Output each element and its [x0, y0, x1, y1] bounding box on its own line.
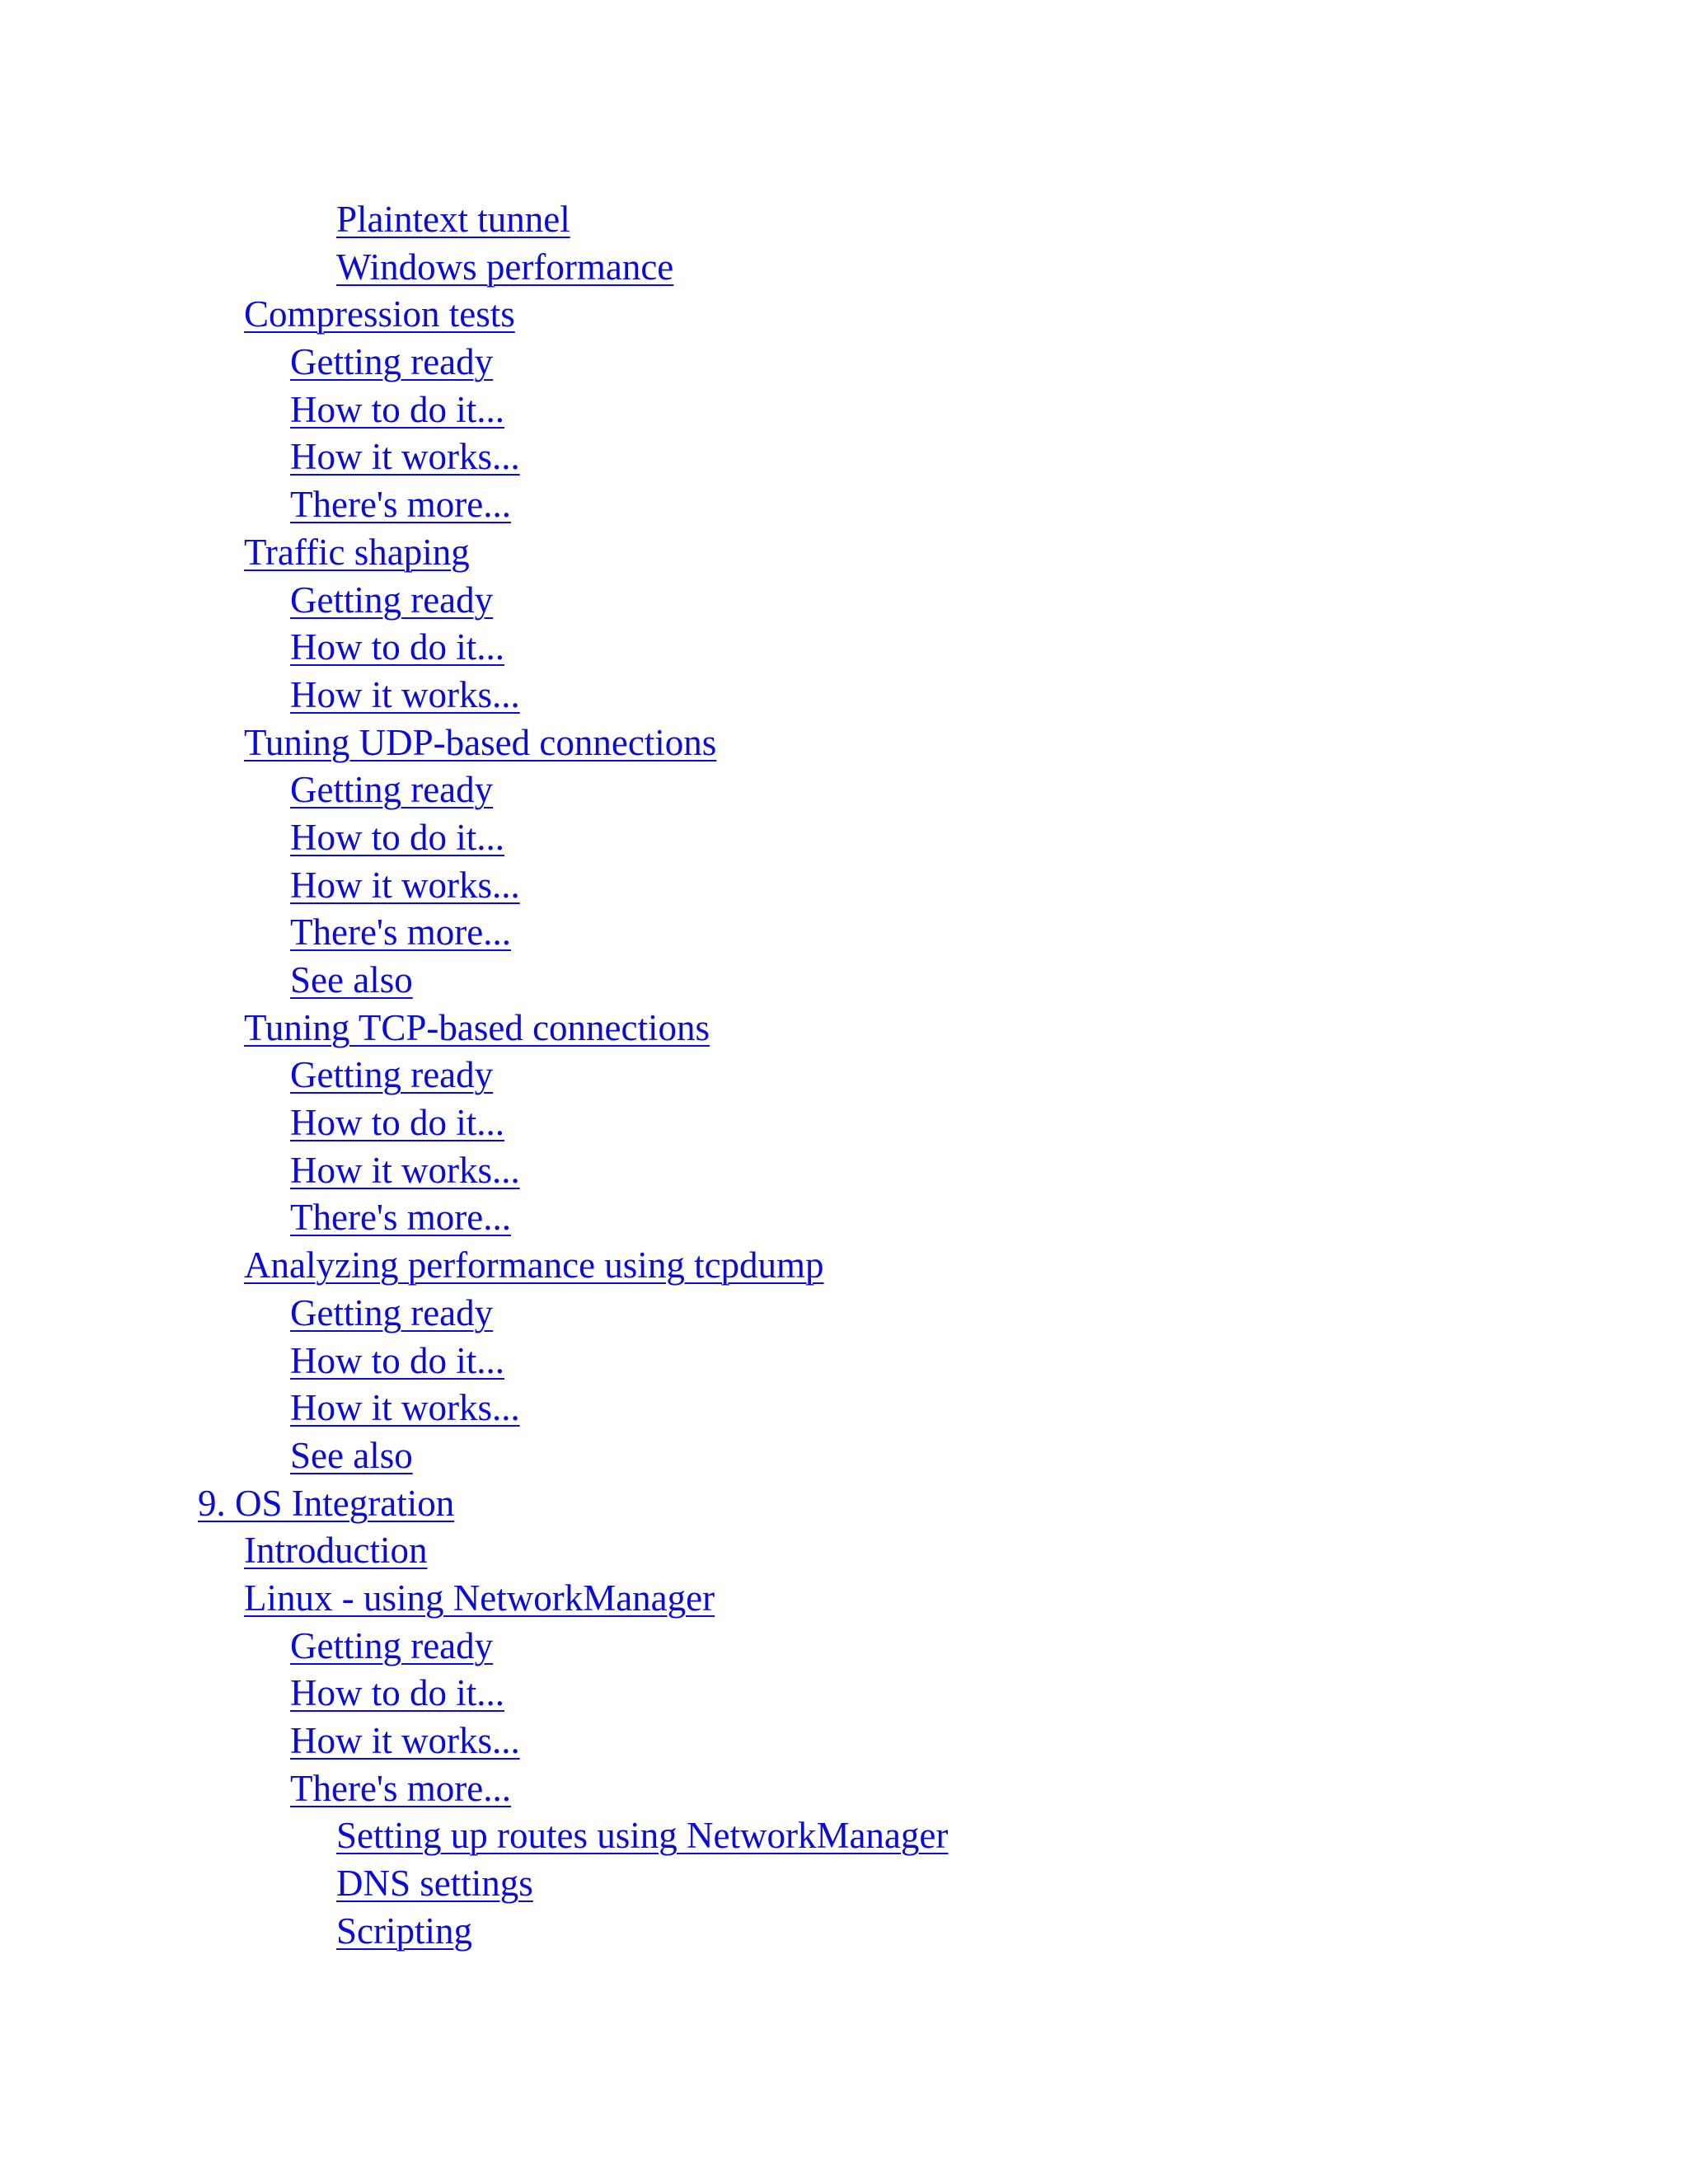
toc-link[interactable]: How to do it... — [290, 816, 505, 858]
toc-link[interactable]: How to do it... — [290, 626, 505, 668]
toc-link[interactable]: See also — [290, 959, 413, 1001]
toc-entry — [0, 387, 948, 434]
toc-link[interactable]: Setting up routes using NetworkManager — [336, 1815, 949, 1857]
toc-entry — [0, 529, 948, 577]
toc-entry — [0, 1765, 948, 1813]
toc-entry — [0, 1290, 948, 1338]
toc-link[interactable]: There's more... — [290, 912, 512, 954]
toc-link[interactable]: Getting ready — [290, 579, 494, 621]
toc-entry — [0, 1432, 948, 1480]
toc-entry — [0, 244, 948, 292]
toc-entry — [0, 909, 948, 957]
toc-entry — [0, 1480, 948, 1528]
toc-link[interactable]: How it works... — [290, 673, 520, 715]
toc-link[interactable]: Getting ready — [290, 1291, 494, 1333]
toc-entry — [0, 1194, 948, 1242]
toc-link[interactable]: How to do it... — [290, 388, 505, 430]
toc-link[interactable]: There's more... — [290, 1767, 512, 1809]
toc-entry — [0, 1005, 948, 1052]
toc-link[interactable]: Getting ready — [290, 1054, 494, 1096]
toc-entry — [0, 1099, 948, 1147]
toc-link[interactable]: There's more... — [290, 484, 512, 526]
toc-entry — [0, 672, 948, 719]
toc-entry — [0, 1623, 948, 1671]
toc-link[interactable]: How it works... — [290, 1720, 520, 1761]
toc-link[interactable]: Plaintext tunnel — [336, 199, 570, 240]
toc-link[interactable]: Compression tests — [244, 293, 515, 335]
toc-link[interactable]: How it works... — [290, 436, 520, 478]
toc-link[interactable]: How it works... — [290, 1149, 520, 1191]
table-of-contents — [0, 196, 948, 1955]
toc-link[interactable]: DNS settings — [336, 1863, 533, 1905]
toc-link[interactable]: See also — [290, 1434, 413, 1476]
toc-link[interactable]: Scripting — [336, 1910, 472, 1952]
toc-entry — [0, 1812, 948, 1860]
toc-entry — [0, 577, 948, 625]
toc-entry — [0, 1147, 948, 1195]
toc-entry — [0, 481, 948, 529]
toc-link[interactable]: Analyzing performance using tcpdump — [244, 1244, 824, 1286]
toc-link[interactable]: How to do it... — [290, 1102, 505, 1144]
toc-link[interactable]: Windows performance — [336, 246, 674, 288]
toc-link[interactable]: Getting ready — [290, 1624, 494, 1666]
toc-entry — [0, 1718, 948, 1765]
toc-entry — [0, 1860, 948, 1908]
toc-link[interactable]: How it works... — [290, 864, 520, 906]
toc-link[interactable]: Linux - using NetworkManager — [244, 1577, 715, 1619]
toc-entry — [0, 1575, 948, 1623]
toc-entry — [0, 291, 948, 339]
toc-link[interactable]: Getting ready — [290, 341, 494, 383]
toc-entry — [0, 1242, 948, 1290]
toc-link[interactable]: 9. OS Integration — [198, 1482, 455, 1524]
toc-entry — [0, 1385, 948, 1432]
toc-entry — [0, 862, 948, 910]
toc-entry — [0, 196, 948, 244]
toc-entry — [0, 624, 948, 672]
toc-link[interactable]: How it works... — [290, 1387, 520, 1429]
toc-link[interactable]: There's more... — [290, 1197, 512, 1239]
toc-entry — [0, 1052, 948, 1099]
toc-entry — [0, 339, 948, 387]
toc-entry — [0, 1908, 948, 1956]
toc-entry — [0, 719, 948, 767]
toc-link[interactable]: Getting ready — [290, 769, 494, 811]
toc-link[interactable]: How to do it... — [290, 1339, 505, 1381]
toc-entry — [0, 957, 948, 1005]
toc-entry — [0, 1527, 948, 1575]
toc-link[interactable]: Traffic shaping — [244, 531, 470, 573]
toc-link[interactable]: Introduction — [244, 1530, 428, 1572]
toc-entry — [0, 814, 948, 862]
toc-entry — [0, 1338, 948, 1385]
toc-link[interactable]: Tuning UDP-based connections — [244, 721, 717, 763]
toc-link[interactable]: How to do it... — [290, 1672, 505, 1714]
toc-entry — [0, 434, 948, 481]
toc-link[interactable]: Tuning TCP-based connections — [244, 1006, 710, 1048]
toc-entry — [0, 766, 948, 814]
toc-entry — [0, 1670, 948, 1718]
